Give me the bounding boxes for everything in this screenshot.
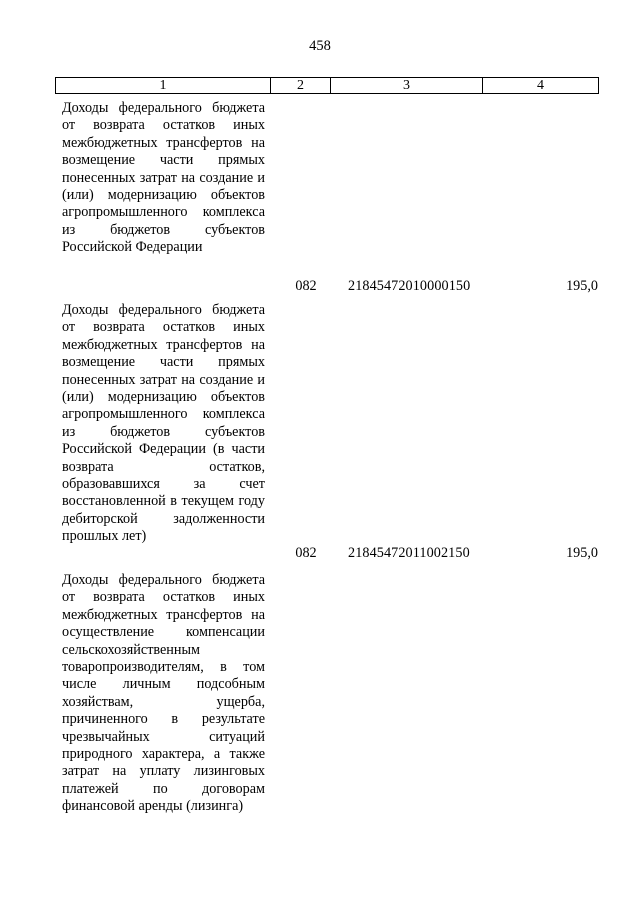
row-kbk-code: 21845472011002150 [348,545,470,561]
page-number: 458 [309,38,331,54]
column-header-4: 4 [483,78,599,94]
row-admin-code: 082 [295,545,317,561]
column-header-1: 1 [56,78,271,94]
row-kbk-code: 21845472010000150 [348,278,471,294]
row-admin-code: 082 [295,278,317,294]
row-description: Доходы федерального бюджета от возврата остатков иных межбюджетных трансфертов на осуществление компенсации сельскохозяйственным товаропроизводителям, в том числе личным подсобным хозяйствам, ущерба, причиненного в результате чрезвычайных ситуаций природного характера, а также затрат на уплату лизинговых платежей по договорам финансовой аренды (лизинга) [62,572,265,815]
row-amount: 195,0 [566,545,598,561]
row-amount: 195,0 [566,278,598,294]
row-description: Доходы федерального бюджета от возврата остатков иных межбюджетных трансфертов на возмещение части прямых понесенных затрат на создание и (или) модернизацию объектов агропромышленного комплекса из бюджетов субъектов Российской Федерации [62,100,265,256]
column-header-2: 2 [271,78,331,94]
column-header-table [55,77,599,94]
column-header-3: 3 [331,78,483,94]
row-description: Доходы федерального бюджета от возврата остатков иных межбюджетных трансфертов на возмещение части прямых понесенных затрат на создание и (или) модернизацию объектов агропромышленного комплекса из бюджетов субъектов Российской Федерации (в части возврата остатков, образовавшихся за счет восстановленной в текущем году дебиторской задолженности прошлых лет) [62,302,265,545]
column-header-row [56,78,599,94]
